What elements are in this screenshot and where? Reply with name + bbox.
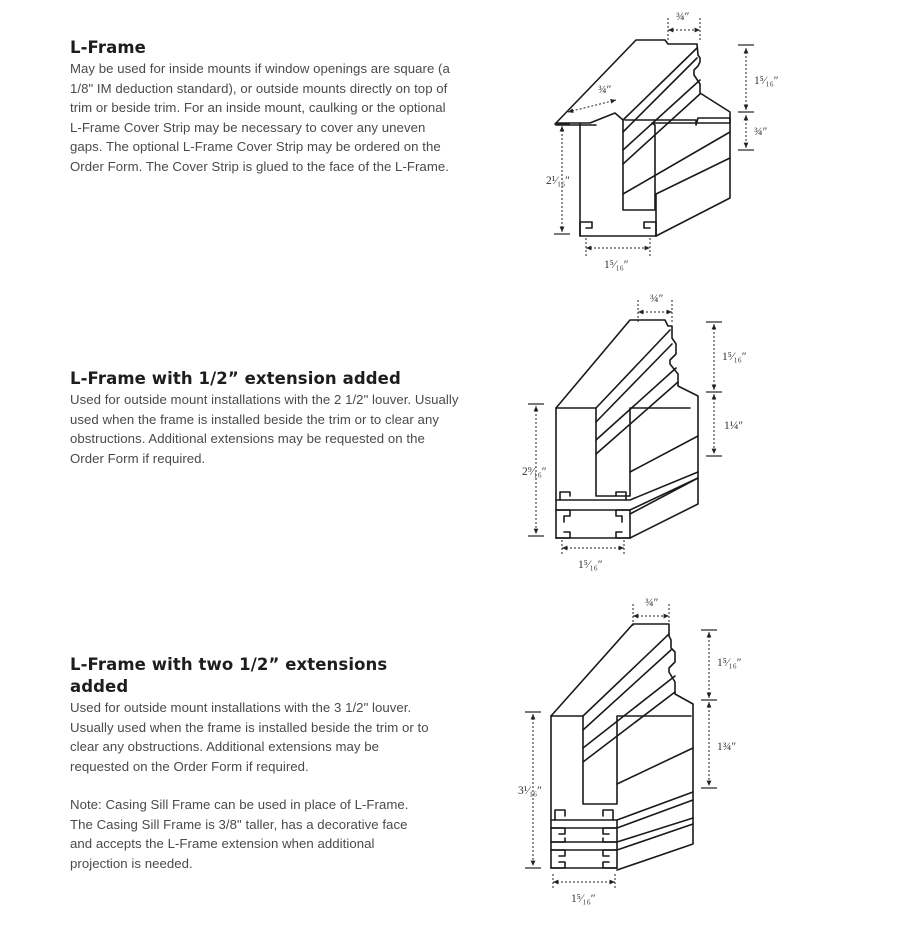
section-title: L-Frame with two 1/2” extensions added [70, 655, 388, 696]
section-body: Used for outside mount installations with the 3 1/2" louver. Usually used when the frame is installed beside the trim or to clear any obstructions. Additional extensions may be requested on the Order Form if required. [70, 700, 429, 774]
dim-upper-height: 1⁵⁄₁₆″ [722, 351, 747, 363]
section-note: Note: Casing Sill Frame can be used in place of L-Frame. The Casing Sill Frame is 3/8" taller, has a decorative face and accepts the L-Frame extension when additional projection is needed. [70, 797, 409, 871]
l-frame-profile-diagram [540, 0, 800, 280]
dim-top-width: ¾″ [676, 11, 690, 23]
dim-base-width: 1⁵⁄₁₆″ [604, 259, 629, 271]
dim-lip-width: ¾″ [598, 84, 612, 96]
section-l-frame-one-extension [70, 368, 460, 468]
dim-base-width: 1⁵⁄₁₆″ [571, 893, 596, 905]
dim-top-width: ¾″ [645, 597, 659, 609]
dim-total-height: 3¹⁄₁₆″ [518, 785, 542, 797]
section-l-frame-two-extensions [70, 654, 430, 873]
l-frame-one-extension-diagram [520, 282, 790, 582]
section-title: L-Frame with 1/2” extension added [70, 369, 401, 388]
section-l-frame [70, 37, 460, 176]
dim-total-height: 2¹⁄₁₆″ [546, 175, 570, 187]
dim-total-height: 2⁹⁄₁₆″ [522, 466, 547, 478]
dim-lower-height: ¾″ [754, 126, 768, 138]
section-title: L-Frame [70, 38, 146, 57]
dim-lower-height: 1¾″ [717, 741, 737, 753]
section-body: May be used for inside mounts if window openings are square (a 1/8" IM deduction standard), or outside mounts directly on top of trim or beside trim. For an inside mount, caulking or the optional L-Frame Cover Strip may be necessary to cover any uneven gaps. The optional L-Frame Cover Strip may be ordered on the Order Form. The Cover Strip is glued to the face of the L-Frame. [70, 61, 450, 174]
dim-top-width: ¾″ [650, 293, 664, 305]
section-body: Used for outside mount installations with the 2 1/2" louver. Usually used when the frame is installed beside the trim or to clear any obstructions. Additional extensions may be requested on the Order Form if required. [70, 392, 459, 466]
l-frame-two-extensions-diagram [515, 588, 785, 913]
dim-lower-height: 1¼″ [724, 420, 744, 432]
dim-upper-height: 1⁵⁄₁₆″ [717, 657, 742, 669]
dim-upper-height: 1⁵⁄₁₆″ [754, 75, 779, 87]
dim-base-width: 1⁵⁄₁₆″ [578, 559, 603, 571]
